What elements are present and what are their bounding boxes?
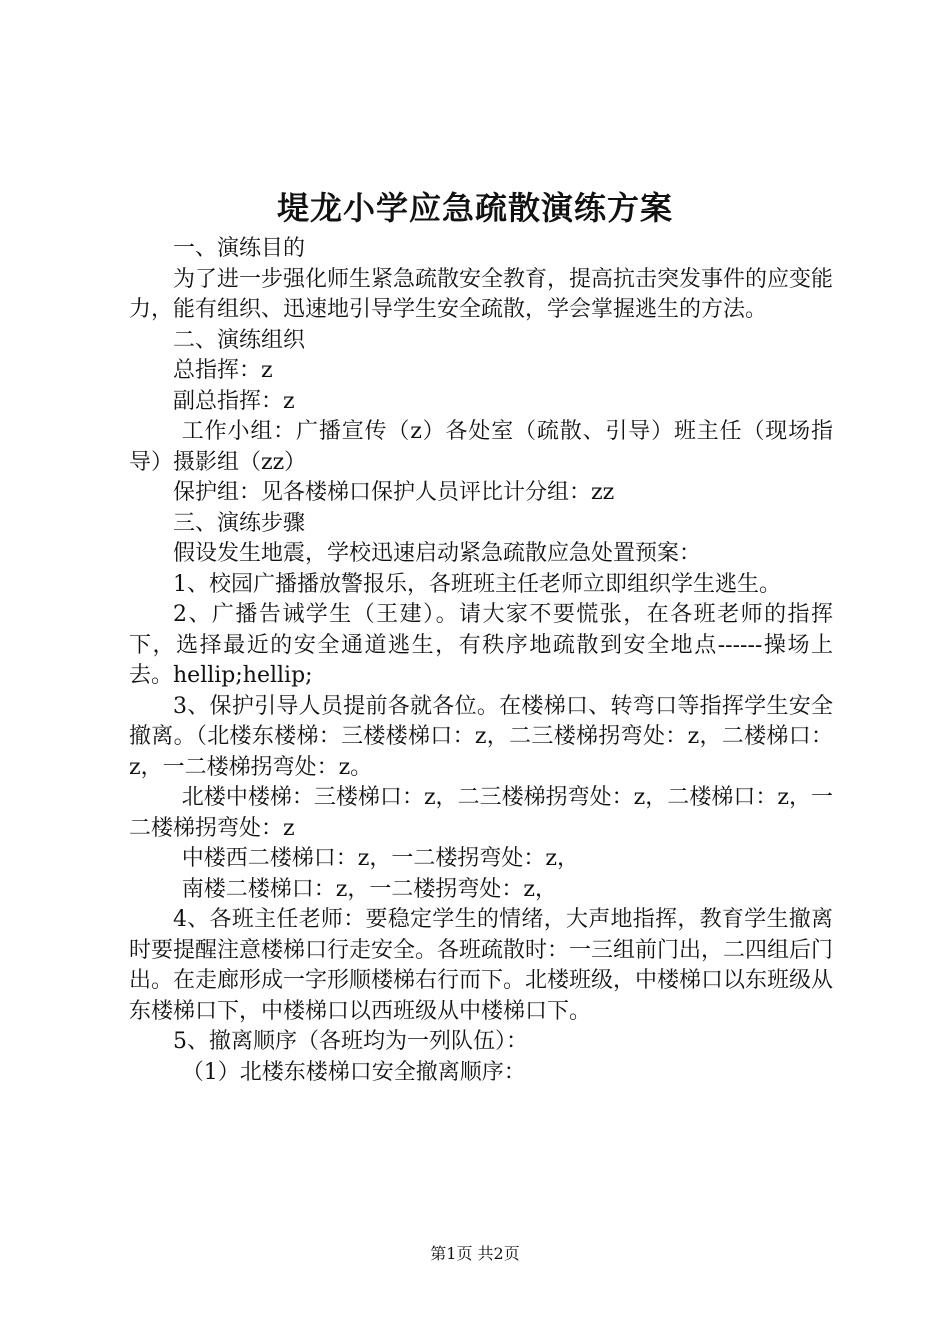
page-number-footer: 第1页 共2页 — [430, 1244, 520, 1263]
paragraph-working-group: 工作小组：广播宣传（z）各处室（疏散、引导）班主任（现场指导）摄影组（zz） — [129, 419, 833, 475]
paragraph-south-stairs: 南楼二楼梯口：z，一二楼拐弯处：z， — [181, 876, 557, 902]
paragraph-protection-group: 保护组：见各楼梯口保护人员评比计分组：zz — [173, 480, 615, 505]
document-body — [129, 234, 833, 1088]
section-heading-steps: 三、演练步骤 — [173, 510, 306, 536]
paragraph-step-5: 5、撤离顺序（各班均为一列队伍）： — [173, 1029, 528, 1054]
paragraph-step-1: 1、校园广播播放警报乐，各班班主任老师立即组织学生逃生。 — [173, 571, 781, 597]
section-heading-organization: 二、演练组织 — [173, 327, 306, 353]
paragraph-deputy-commander: 副总指挥：z — [173, 388, 295, 414]
paragraph-step-2: 2、广播告诫学生（王建）。请大家不要慌张，在各班老师的指挥下，选择最近的安全通道逃生，有秩序地疏散到安全地点------操场上去。hellip;hellip; — [129, 602, 833, 688]
paragraph-earthquake-scenario: 假设发生地震，学校迅速启动紧急疏散应急处置预案： — [173, 541, 702, 566]
paragraph-commander: 总指挥：z — [173, 358, 273, 383]
section-heading-purpose: 一、演练目的 — [173, 236, 306, 261]
paragraph-order-north-east: （1）北楼东楼梯口安全撤离顺序： — [181, 1059, 526, 1085]
paragraph-step-3: 3、保护引导人员提前各就各位。在楼梯口、转弯口等指挥学生安全撤离。（北楼东楼梯：三楼楼梯口：z，二三楼梯拐弯处：z，二楼梯口：z，一二楼梯拐弯处：z。 — [129, 693, 833, 780]
paragraph-north-middle-stairs: 北楼中楼梯：三楼梯口：z，二三楼梯拐弯处：z，二楼梯口：z，一二楼梯拐弯处：z — [129, 785, 833, 841]
paragraph-purpose: 为了进一步强化师生紧急疏散安全教育，提高抗击突发事件的应变能力，能有组织、迅速地引导学生安全疏散，学会掌握逃生的方法。 — [129, 266, 834, 322]
paragraph-middle-west-stairs: 中楼西二楼梯口：z，一二楼拐弯处：z， — [181, 846, 579, 871]
document-title: 堤龙小学应急疏散演练方案 — [276, 189, 673, 227]
paragraph-step-4: 4、各班主任老师：要稳定学生的情绪，大声地指挥，教育学生撤离时要提醒注意楼梯口行走安全。各班疏散时：一三组前门出，二四组后门出。在走廊形成一字形顺楼梯右行而下。北楼班级，中楼梯口以东班级从东楼梯口下，中楼梯口以西班级从中楼梯口下。 — [129, 907, 834, 1024]
